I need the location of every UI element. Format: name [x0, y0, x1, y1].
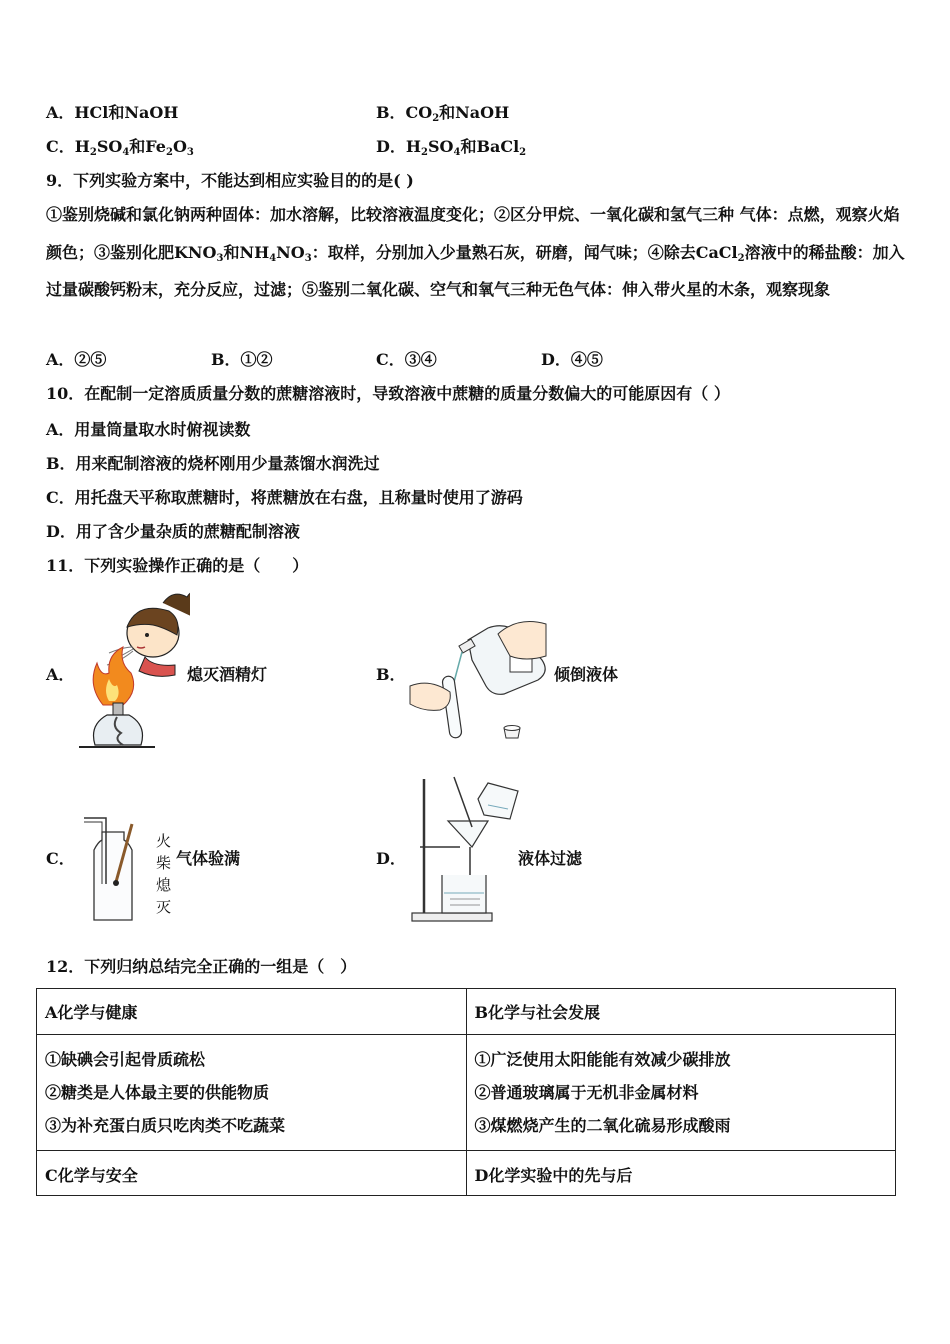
pour-liquid-figure: [406, 612, 551, 747]
a-item: ①缺碘会引起骨质疏松: [45, 1050, 206, 1069]
b-item: ③煤燃烧产生的二氧化硫易形成酸雨: [474, 1116, 731, 1135]
q11-option-a-caption: 熄灭酒精灯: [187, 665, 268, 684]
svg-text:火: 火: [156, 832, 172, 850]
q11-option-c-caption: 气体验满: [176, 849, 241, 868]
cell-c-header: C化学与安全: [37, 1151, 467, 1196]
q8-option-a[interactable]: A．HCl和NaOH: [46, 103, 179, 122]
q11-option-b-letter[interactable]: B．: [376, 665, 406, 684]
svg-text:熄: 熄: [156, 876, 172, 894]
svg-text:灭: 灭: [156, 898, 172, 916]
a-item: ②糖类是人体最主要的供能物质: [45, 1083, 270, 1102]
q11-option-c-letter[interactable]: C．: [46, 849, 75, 868]
q8-option-c[interactable]: C．$H_2SO_4$和$Fe_2O_3$: [46, 137, 194, 158]
q11-option-d-letter[interactable]: D．: [376, 849, 406, 868]
q11-option-d-caption: 液体过滤: [518, 849, 583, 868]
q8-option-d[interactable]: D．$H_2SO_4$和BaCl$_2$: [376, 137, 527, 158]
summary-table: [36, 988, 896, 1196]
q10-option-c[interactable]: C．用托盘天平称取蔗糖时，将蔗糖放在右盘，且称量时使用了游码: [46, 488, 523, 507]
q9-stem: 9．下列实验方案中，不能达到相应实验目的的是( ): [46, 171, 414, 190]
q10-option-a[interactable]: A．用量筒量取水时俯视读数: [46, 420, 251, 439]
q11-stem: 11．下列实验操作正确的是（ ）: [46, 556, 309, 575]
b-item: ②普通玻璃属于无机非金属材料: [474, 1083, 699, 1102]
q11-option-b-caption: 倾倒液体: [554, 665, 619, 684]
q9-option-c[interactable]: C．③④: [376, 350, 437, 369]
cell-a-header: A化学与健康: [37, 989, 467, 1035]
a-item: ③为补充蛋白质只吃肉类不吃蔬菜: [45, 1116, 286, 1135]
filtration-figure: [410, 775, 520, 923]
cell-a-items: [37, 1035, 467, 1151]
cell-b-items: [466, 1035, 896, 1151]
q9-option-a[interactable]: A．②⑤: [46, 350, 107, 369]
q8-option-b[interactable]: B．$CO_2$和NaOH: [376, 103, 510, 124]
q11-option-a-letter[interactable]: A．: [46, 665, 75, 684]
q9-option-d[interactable]: D．④⑤: [541, 350, 603, 369]
q10-option-b[interactable]: B．用来配制溶液的烧杯刚用少量蒸馏水润洗过: [46, 454, 380, 473]
gas-collection-check-figure: [76, 810, 176, 925]
b-item: ①广泛使用太阳能能有效减少碳排放: [474, 1050, 731, 1069]
cell-d-header: D化学实验中的先与后: [466, 1151, 896, 1196]
q10-option-d[interactable]: D．用了含少量杂质的蔗糖配制溶液: [46, 522, 300, 541]
q10-stem: 10．在配制一定溶质质量分数的蔗糖溶液时，导致溶液中蔗糖的质量分数偏大的可能原因有（ ）: [46, 384, 730, 403]
cell-b-header: B化学与社会发展: [466, 989, 896, 1035]
svg-text:柴: 柴: [156, 854, 172, 872]
q9-body: ①鉴别烧碱和氯化钠两种固体：加水溶解，比较溶液温度变化；②区分甲烷、一氧化碳和氢气三种 气体：点燃，观察火焰颜色；③鉴别化肥$KNO_3$和$NH_4NO_3$：取样，分别加入少量熟石灰，研磨，闻气味；④除去CaCl$_2$溶液中的稀盐酸：加入过量碳酸钙粉末，充分反应，过滤；⑤鉴别二氧化碳、空气和氧气三种无色气体：伸入带火星的木条，观察现象: [46, 205, 905, 299]
q9-option-b[interactable]: B．①②: [211, 350, 273, 369]
blow-out-alcohol-lamp-figure: [75, 585, 190, 750]
q12-stem: 12．下列归纳总结完全正确的一组是（ ）: [46, 957, 357, 976]
